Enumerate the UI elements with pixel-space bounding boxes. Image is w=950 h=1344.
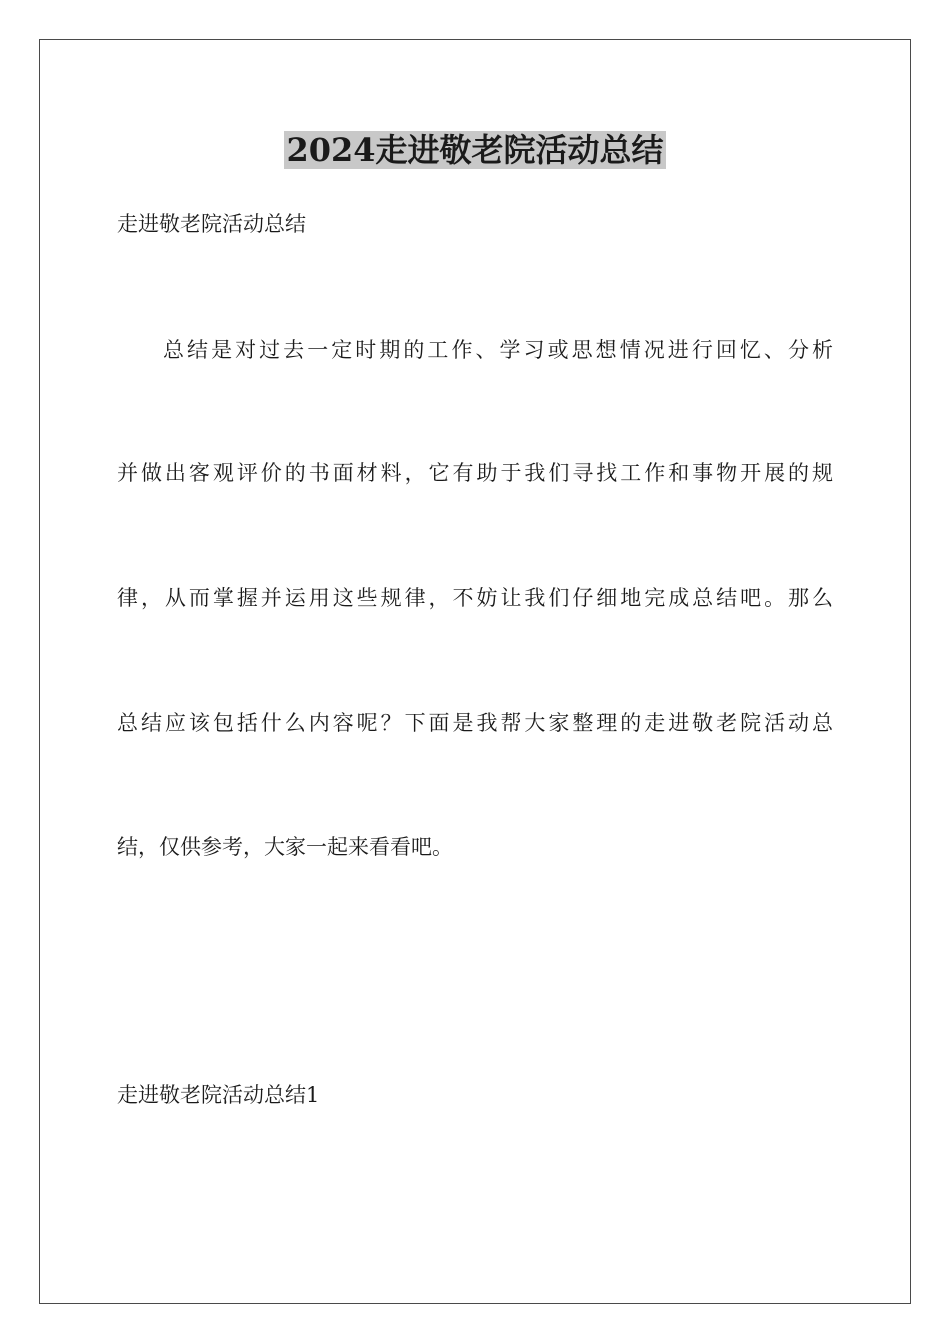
- intro-line-3: 律，从而掌握并运用这些规律，不妨让我们仔细地完成总结吧。那么: [117, 586, 833, 610]
- document-title-text: 2024走进敬老院活动总结: [286, 131, 664, 169]
- intro-line-5: 结，仅供参考，大家一起来看看吧。: [117, 835, 453, 859]
- document-title: [0, 128, 950, 172]
- intro-line-2: 并做出客观评价的书面材料，它有助于我们寻找工作和事物开展的规: [117, 461, 833, 485]
- section-heading: 走进敬老院活动总结1: [117, 1083, 320, 1107]
- intro-line-4: 总结应该包括什么内容呢？下面是我帮大家整理的走进敬老院活动总: [117, 711, 833, 735]
- document-subtitle: 走进敬老院活动总结: [117, 212, 306, 236]
- intro-line-1: 总结是对过去一定时期的工作、学习或思想情况进行回忆、分析: [163, 338, 833, 362]
